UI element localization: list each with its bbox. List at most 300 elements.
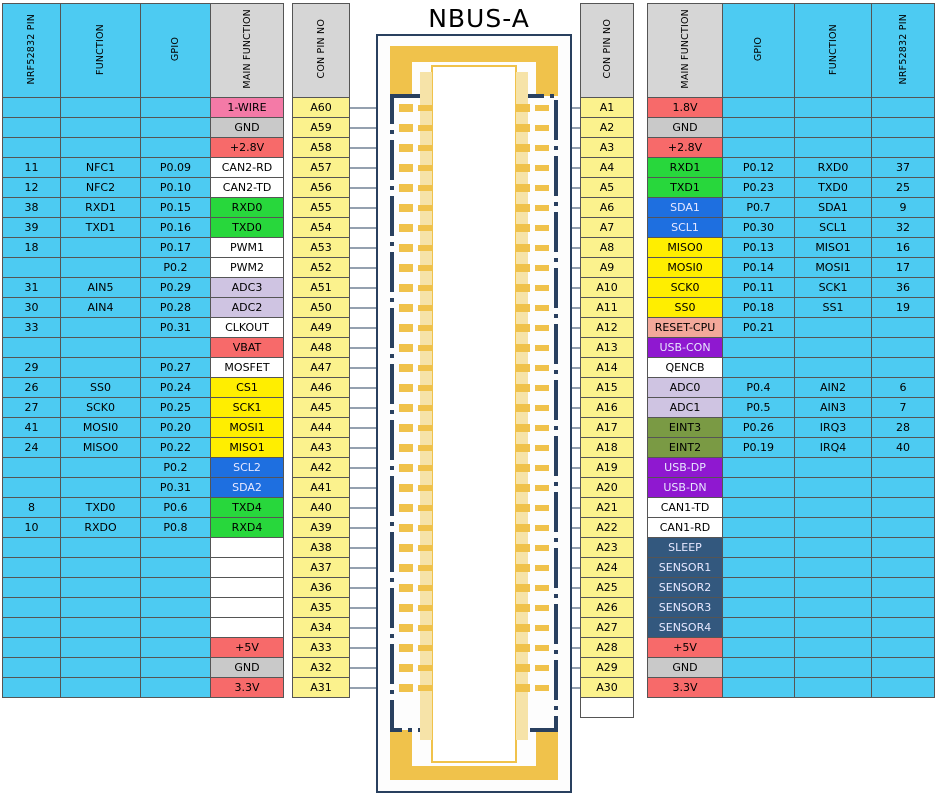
contact-pad	[399, 124, 413, 132]
nrf-pin-cell: 25	[872, 178, 935, 198]
gpio-cell: P0.12	[723, 158, 795, 178]
contact-pad	[516, 144, 530, 152]
function-cell: NFC1	[61, 158, 141, 178]
nrf-pin-cell	[872, 518, 935, 538]
pin-row-a11	[581, 298, 935, 318]
contact-pad	[535, 225, 549, 231]
contact-pad	[399, 204, 413, 212]
pin-row-a41	[3, 478, 350, 498]
contact-pad	[418, 365, 432, 371]
function-cell	[61, 598, 141, 618]
gpio-cell	[141, 558, 211, 578]
main-function-cell: GND	[648, 658, 723, 678]
contact-pad	[399, 304, 413, 312]
con-pin-cell: A15	[581, 378, 634, 398]
nrf-pin-cell	[872, 678, 935, 698]
header-gpio: GPIO	[723, 4, 795, 98]
con-pin-cell: A47	[293, 358, 350, 378]
con-pin-cell: A11	[581, 298, 634, 318]
contact-pad	[535, 545, 549, 551]
nrf-pin-cell	[872, 358, 935, 378]
gpio-cell	[723, 538, 795, 558]
pin-row-a54	[3, 218, 350, 238]
main-function-cell: SENSOR4	[648, 618, 723, 638]
contact-pad	[418, 105, 432, 111]
function-cell: RXDO	[61, 518, 141, 538]
function-cell	[795, 318, 872, 338]
contact-pad	[399, 664, 413, 672]
main-function-cell: CAN1-RD	[648, 518, 723, 538]
pin-row-a49	[3, 318, 350, 338]
pin-row-a2	[581, 118, 935, 138]
contact-pad	[535, 585, 549, 591]
contact-pad	[516, 224, 530, 232]
pin-row-a51	[3, 278, 350, 298]
nrf-pin-cell	[872, 138, 935, 158]
nrf-pin-cell	[3, 638, 61, 658]
main-function-cell	[211, 578, 284, 598]
con-pin-cell: A39	[293, 518, 350, 538]
right-pin-table	[580, 3, 935, 718]
main-function-cell: +5V	[648, 638, 723, 658]
main-function-cell: 1-WIRE	[211, 98, 284, 118]
nrf-pin-cell	[872, 498, 935, 518]
contact-pad	[418, 125, 432, 131]
con-pin-cell: A12	[581, 318, 634, 338]
pin-row-a23	[581, 538, 935, 558]
con-pin-cell: A35	[293, 598, 350, 618]
main-function-cell	[211, 558, 284, 578]
function-cell	[61, 678, 141, 698]
function-cell	[795, 618, 872, 638]
nrf-pin-cell	[872, 578, 935, 598]
function-cell: IRQ4	[795, 438, 872, 458]
function-cell	[795, 338, 872, 358]
pin-row-a52	[3, 258, 350, 278]
function-cell	[61, 478, 141, 498]
main-function-cell: ADC1	[648, 398, 723, 418]
contact-pad	[516, 484, 530, 492]
pin-row-a43	[3, 438, 350, 458]
con-pin-cell: A10	[581, 278, 634, 298]
contact-pad	[516, 344, 530, 352]
contact-pad	[399, 684, 413, 692]
function-cell	[61, 318, 141, 338]
con-pin-cell: A48	[293, 338, 350, 358]
gpio-cell: P0.23	[723, 178, 795, 198]
pin-row-a48	[3, 338, 350, 358]
nrf-pin-cell	[3, 618, 61, 638]
function-cell: SDA1	[795, 198, 872, 218]
function-cell	[795, 558, 872, 578]
function-cell	[61, 578, 141, 598]
contact-pad	[516, 184, 530, 192]
function-cell: MISO1	[795, 238, 872, 258]
con-pin-cell: A44	[293, 418, 350, 438]
function-cell	[61, 658, 141, 678]
contact-pad	[418, 445, 432, 451]
con-pin-cell: A45	[293, 398, 350, 418]
con-pin-cell: A38	[293, 538, 350, 558]
con-pin-cell: A34	[293, 618, 350, 638]
nrf-pin-cell	[872, 618, 935, 638]
main-function-cell: ADC0	[648, 378, 723, 398]
con-pin-cell: A13	[581, 338, 634, 358]
gpio-cell: P0.31	[141, 318, 211, 338]
gpio-cell	[141, 578, 211, 598]
contact-pad	[535, 145, 549, 151]
function-cell	[795, 498, 872, 518]
gpio-cell: P0.28	[141, 298, 211, 318]
left-pin-table	[2, 3, 350, 698]
pin-row-a36	[3, 578, 350, 598]
gpio-cell	[723, 118, 795, 138]
pin-row-a22	[581, 518, 935, 538]
main-function-cell: USB-CON	[648, 338, 723, 358]
con-pin-cell: A50	[293, 298, 350, 318]
nrf-pin-cell	[3, 538, 61, 558]
pin-row-a12	[581, 318, 935, 338]
contact-pad	[516, 544, 530, 552]
function-cell	[61, 358, 141, 378]
pin-row-a1	[581, 98, 935, 118]
contact-pad	[418, 665, 432, 671]
contact-pad	[399, 624, 413, 632]
contact-pad	[399, 164, 413, 172]
main-function-cell: CS1	[211, 378, 284, 398]
contact-pad	[399, 604, 413, 612]
con-pin-cell: A23	[581, 538, 634, 558]
function-cell: AIN3	[795, 398, 872, 418]
contact-pad	[399, 444, 413, 452]
nrf-pin-cell	[3, 258, 61, 278]
main-function-cell	[211, 598, 284, 618]
function-cell	[795, 478, 872, 498]
contact-pad	[535, 525, 549, 531]
contact-pad	[418, 325, 432, 331]
main-function-cell: MOSI1	[211, 418, 284, 438]
main-function-cell: CLKOUT	[211, 318, 284, 338]
gpio-cell: P0.22	[141, 438, 211, 458]
header-function: FUNCTION	[61, 4, 141, 98]
con-pin-cell: A16	[581, 398, 634, 418]
gpio-cell: P0.26	[723, 418, 795, 438]
pin-row-a53	[3, 238, 350, 258]
nrf-pin-cell: 30	[3, 298, 61, 318]
main-function-cell: +5V	[211, 638, 284, 658]
nrf-pin-cell: 7	[872, 398, 935, 418]
con-pin-cell: A6	[581, 198, 634, 218]
contact-pad	[418, 545, 432, 551]
function-cell: SCK1	[795, 278, 872, 298]
contact-pad	[418, 425, 432, 431]
contact-pad	[516, 384, 530, 392]
nrf-pin-cell: 10	[3, 518, 61, 538]
gpio-cell	[723, 98, 795, 118]
contact-pad	[516, 504, 530, 512]
contact-pad	[516, 424, 530, 432]
con-pin-cell: A57	[293, 158, 350, 178]
main-function-cell: PWM2	[211, 258, 284, 278]
con-pin-cell: A27	[581, 618, 634, 638]
pin-row-a24	[581, 558, 935, 578]
pin-row-a33	[3, 638, 350, 658]
function-cell: MOSI0	[61, 418, 141, 438]
contact-pad	[516, 564, 530, 572]
con-pin-cell: A54	[293, 218, 350, 238]
contact-pad	[535, 165, 549, 171]
gpio-cell	[723, 458, 795, 478]
gpio-cell: P0.5	[723, 398, 795, 418]
gpio-cell: P0.09	[141, 158, 211, 178]
nrf-pin-cell	[3, 578, 61, 598]
nrf-pin-cell	[872, 318, 935, 338]
con-pin-cell: A1	[581, 98, 634, 118]
nrf-pin-cell	[3, 478, 61, 498]
nrf-pin-cell: 37	[872, 158, 935, 178]
con-pin-cell: A53	[293, 238, 350, 258]
main-function-cell: QENCB	[648, 358, 723, 378]
nrf-pin-cell: 27	[3, 398, 61, 418]
nrf-pin-cell: 32	[872, 218, 935, 238]
pin-row-a40	[3, 498, 350, 518]
gpio-cell	[141, 98, 211, 118]
contact-pad	[399, 384, 413, 392]
function-cell: RXD1	[61, 198, 141, 218]
pin-row-a16	[581, 398, 935, 418]
contact-pad	[399, 224, 413, 232]
contact-pad	[418, 345, 432, 351]
contact-pad	[516, 324, 530, 332]
nrf-pin-cell: 40	[872, 438, 935, 458]
contact-pad	[535, 105, 549, 111]
gpio-cell: P0.14	[723, 258, 795, 278]
contact-pad	[399, 264, 413, 272]
nrf-pin-cell	[3, 458, 61, 478]
con-pin-cell: A41	[293, 478, 350, 498]
header-nrf-pin: NRF52832 PIN	[872, 4, 935, 98]
nrf-pin-cell: 11	[3, 158, 61, 178]
con-pin-cell: A20	[581, 478, 634, 498]
gpio-cell	[141, 538, 211, 558]
pin-row-a10	[581, 278, 935, 298]
nrf-pin-cell: 28	[872, 418, 935, 438]
main-function-cell: GND	[211, 658, 284, 678]
contact-pad	[516, 684, 530, 692]
main-function-cell: +2.8V	[211, 138, 284, 158]
function-cell: MISO0	[61, 438, 141, 458]
con-pin-cell: A59	[293, 118, 350, 138]
con-pin-cell: A2	[581, 118, 634, 138]
main-function-cell: SS0	[648, 298, 723, 318]
function-cell	[61, 138, 141, 158]
contact-pad	[418, 525, 432, 531]
main-function-cell: TXD4	[211, 498, 284, 518]
main-function-cell: TXD0	[211, 218, 284, 238]
pin-row-a44	[3, 418, 350, 438]
nrf-pin-cell	[3, 558, 61, 578]
header-con-pin-no: CON PIN NO	[581, 4, 634, 98]
main-function-cell: ADC3	[211, 278, 284, 298]
main-function-cell: PWM1	[211, 238, 284, 258]
con-pin-cell: A24	[581, 558, 634, 578]
main-function-cell: +2.8V	[648, 138, 723, 158]
main-function-cell: SENSOR2	[648, 578, 723, 598]
con-pin-cell: A56	[293, 178, 350, 198]
gpio-cell	[723, 598, 795, 618]
main-function-cell: SDA1	[648, 198, 723, 218]
gpio-cell	[723, 558, 795, 578]
contact-pad	[399, 244, 413, 252]
contact-pad	[418, 205, 432, 211]
gpio-cell: P0.17	[141, 238, 211, 258]
gpio-cell	[723, 338, 795, 358]
contact-pad	[418, 485, 432, 491]
connector-slot	[432, 66, 516, 762]
header-main-function: MAIN FUNCTION	[648, 4, 723, 98]
function-cell: AIN5	[61, 278, 141, 298]
contact-pad	[535, 185, 549, 191]
contact-pad	[516, 304, 530, 312]
connector-title: NBUS-A	[428, 4, 530, 33]
gpio-cell	[723, 678, 795, 698]
con-pin-cell: A14	[581, 358, 634, 378]
contact-pad	[516, 164, 530, 172]
con-pin-cell: A60	[293, 98, 350, 118]
contact-pad	[418, 245, 432, 251]
con-pin-cell: A58	[293, 138, 350, 158]
contact-pad	[418, 405, 432, 411]
function-cell: TXD1	[61, 218, 141, 238]
gpio-cell	[141, 338, 211, 358]
contact-pad	[418, 505, 432, 511]
con-pin-cell: A29	[581, 658, 634, 678]
function-cell	[61, 458, 141, 478]
main-function-cell: EINT3	[648, 418, 723, 438]
con-pin-cell: A19	[581, 458, 634, 478]
gpio-cell: P0.2	[141, 258, 211, 278]
function-cell: AIN2	[795, 378, 872, 398]
con-pin-cell: A43	[293, 438, 350, 458]
main-function-cell: GND	[211, 118, 284, 138]
header-con-pin-no: CON PIN NO	[293, 4, 350, 98]
function-cell	[61, 638, 141, 658]
contact-pad	[399, 564, 413, 572]
nrf-pin-cell: 38	[3, 198, 61, 218]
nrf-pin-cell: 24	[3, 438, 61, 458]
gpio-cell	[141, 598, 211, 618]
con-pin-cell: A22	[581, 518, 634, 538]
function-cell: MOSI1	[795, 258, 872, 278]
pin-row-a47	[3, 358, 350, 378]
function-cell	[61, 338, 141, 358]
contact-pad	[399, 424, 413, 432]
contact-pad	[535, 305, 549, 311]
nrf-pin-cell	[3, 118, 61, 138]
main-function-cell: RXD1	[648, 158, 723, 178]
function-cell: IRQ3	[795, 418, 872, 438]
gpio-cell: P0.19	[723, 438, 795, 458]
nrf-pin-cell	[872, 558, 935, 578]
main-function-cell: SCK1	[211, 398, 284, 418]
gpio-cell	[723, 138, 795, 158]
pin-row-a45	[3, 398, 350, 418]
contact-pad	[516, 284, 530, 292]
pin-row-a20	[581, 478, 935, 498]
pin-row-a39	[3, 518, 350, 538]
function-cell	[61, 258, 141, 278]
pin-row-a38	[3, 538, 350, 558]
gpio-cell: P0.18	[723, 298, 795, 318]
pin-row-a37	[3, 558, 350, 578]
gpio-cell	[723, 638, 795, 658]
main-function-cell: RESET-CPU	[648, 318, 723, 338]
pin-row-a25	[581, 578, 935, 598]
function-cell: AIN4	[61, 298, 141, 318]
contact-pad	[399, 364, 413, 372]
pin-row-a21	[581, 498, 935, 518]
pin-row-a7	[581, 218, 935, 238]
main-function-cell: MISO1	[211, 438, 284, 458]
gpio-cell	[141, 138, 211, 158]
function-cell	[795, 138, 872, 158]
nrf-pin-cell	[3, 98, 61, 118]
contact-pad	[516, 444, 530, 452]
contact-pad	[535, 505, 549, 511]
contact-pad	[418, 145, 432, 151]
pin-row-a50	[3, 298, 350, 318]
function-cell: TXD0	[795, 178, 872, 198]
main-function-cell	[211, 538, 284, 558]
gpio-cell	[723, 498, 795, 518]
contact-pad	[418, 565, 432, 571]
contact-pad	[535, 365, 549, 371]
pin-row-a27	[581, 618, 935, 638]
contact-pad	[516, 364, 530, 372]
contact-pad	[418, 385, 432, 391]
contact-pad	[535, 405, 549, 411]
gpio-cell: P0.11	[723, 278, 795, 298]
contact-pad	[516, 404, 530, 412]
gpio-cell	[141, 678, 211, 698]
gpio-cell	[141, 618, 211, 638]
function-cell: TXD0	[61, 498, 141, 518]
pin-row-a5	[581, 178, 935, 198]
contact-pad	[418, 585, 432, 591]
header-nrf-pin: NRF52832 PIN	[3, 4, 61, 98]
function-cell	[795, 578, 872, 598]
pin-row-a42	[3, 458, 350, 478]
contact-pad	[535, 385, 549, 391]
con-pin-cell: A4	[581, 158, 634, 178]
contact-pad	[399, 484, 413, 492]
gpio-cell: P0.25	[141, 398, 211, 418]
pin-row-a9	[581, 258, 935, 278]
contact-pad	[516, 524, 530, 532]
contact-pad	[535, 345, 549, 351]
nrf-pin-cell	[3, 138, 61, 158]
contact-pad	[399, 464, 413, 472]
contact-pad	[535, 325, 549, 331]
nrf-pin-cell	[872, 538, 935, 558]
con-pin-cell: A31	[293, 678, 350, 698]
nrf-pin-cell: 16	[872, 238, 935, 258]
header-main-function: MAIN FUNCTION	[211, 4, 284, 98]
con-pin-cell: A37	[293, 558, 350, 578]
function-cell	[795, 118, 872, 138]
contact-pad	[516, 604, 530, 612]
con-pin-cell: A7	[581, 218, 634, 238]
